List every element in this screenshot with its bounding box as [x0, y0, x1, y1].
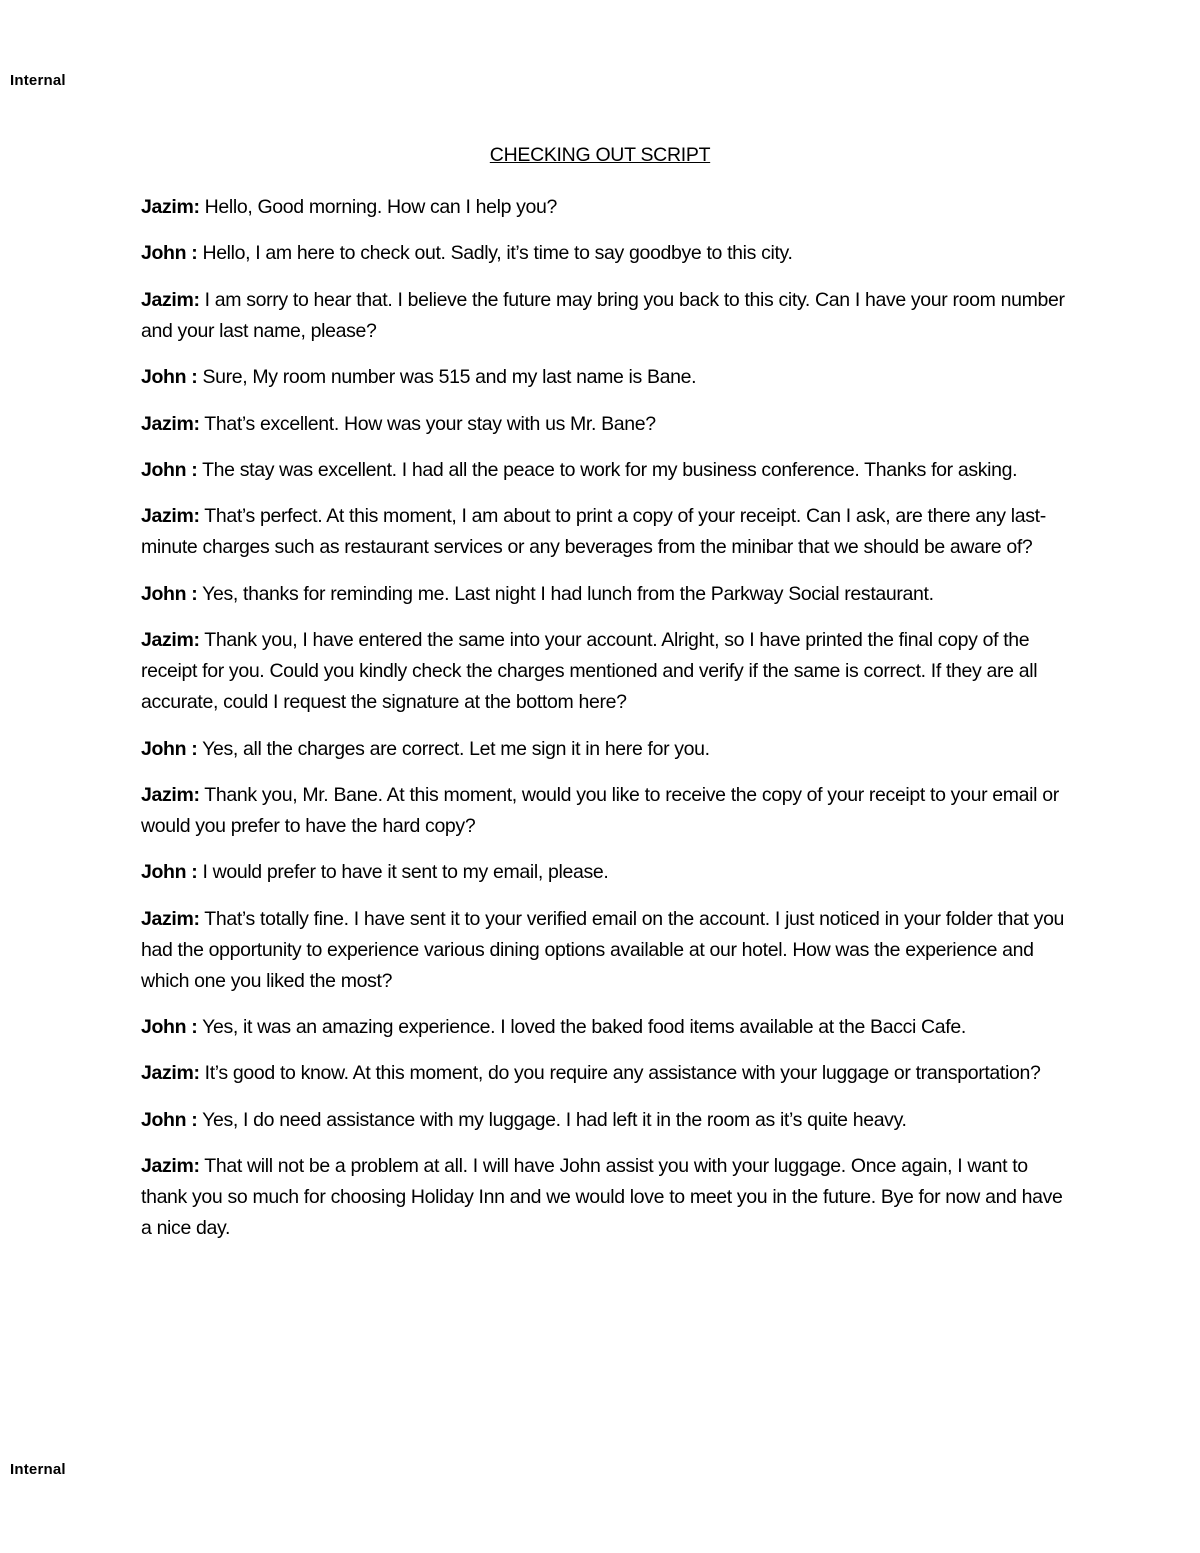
speaker-name: John :: [141, 582, 198, 605]
dialogue-line-2: [141, 238, 1066, 269]
dialogue-line-6: [141, 455, 1066, 486]
line-text: That’s perfect. At this moment, I am about to print a copy of your receipt. Can I ask, are there any last-minute charges such as restaurant services or any beverages from the minibar that we should be aware of?: [141, 505, 1046, 559]
dialogue-line-9: [141, 625, 1066, 718]
footer-label: Internal: [10, 1461, 66, 1478]
line-text: Yes, I do need assistance with my luggage. I had left it in the room as it’s quite heavy.: [197, 1108, 907, 1131]
line-text: The stay was excellent. I had all the peace to work for my business conference. Thanks for asking.: [197, 458, 1018, 481]
speaker-name: Jazim:: [141, 412, 200, 435]
speaker-name: Jazim:: [141, 783, 200, 806]
line-text: That’s excellent. How was your stay with us Mr. Bane?: [199, 412, 656, 435]
dialogue-line-3: [141, 285, 1066, 347]
dialogue-line-11: [141, 780, 1066, 842]
header-label: Internal: [10, 72, 66, 89]
speaker-name: Jazim:: [141, 288, 200, 311]
dialogue-line-5: [141, 409, 1066, 440]
speaker-name: John :: [141, 366, 198, 389]
line-text: Sure, My room number was 515 and my last name is Bane.: [197, 366, 697, 389]
line-text: That will not be a problem at all. I will have John assist you with your luggage. Once again, I want to thank you so much for choosing Holiday Inn and we would love to meet you in the future. Bye for now and have a nice day.: [141, 1155, 1063, 1240]
dialogue-line-10: [141, 734, 1066, 765]
dialogue-line-8: [141, 579, 1066, 610]
dialogue-line-1: [141, 192, 1066, 223]
line-text: I am sorry to hear that. I believe the future may bring you back to this city. Can I have your room number and your last name, please?: [141, 288, 1065, 342]
line-text: Thank you, Mr. Bane. At this moment, would you like to receive the copy of your receipt to your email or would you prefer to have the hard copy?: [141, 783, 1059, 837]
speaker-name: John :: [141, 737, 198, 760]
speaker-name: John :: [141, 861, 198, 884]
speaker-name: Jazim:: [141, 1155, 200, 1178]
speaker-name: John :: [141, 1016, 198, 1039]
dialogue-script: [141, 192, 1066, 1260]
dialogue-line-13: [141, 904, 1066, 997]
dialogue-line-17: [141, 1151, 1066, 1244]
speaker-name: John :: [141, 1108, 198, 1131]
line-text: I would prefer to have it sent to my email, please.: [197, 861, 609, 884]
dialogue-line-14: [141, 1012, 1066, 1043]
dialogue-line-7: [141, 501, 1066, 563]
document-title: CHECKING OUT SCRIPT: [489, 144, 711, 166]
speaker-name: John :: [141, 242, 198, 265]
line-text: That’s totally fine. I have sent it to your verified email on the account. I just noticed in your folder that you had the opportunity to experience various dining options available at our hotel. How was the experience and which one you liked the most?: [141, 907, 1065, 992]
dialogue-line-12: [141, 857, 1066, 888]
line-text: Hello, Good morning. How can I help you?: [199, 196, 558, 218]
dialogue-line-4: [141, 362, 1066, 393]
speaker-name: Jazim:: [141, 196, 200, 218]
dialogue-line-15: [141, 1058, 1066, 1089]
line-text: It’s good to know. At this moment, do you require any assistance with your luggage or transportation?: [199, 1062, 1041, 1085]
speaker-name: Jazim:: [141, 1062, 200, 1085]
speaker-name: John :: [141, 458, 198, 481]
line-text: Hello, I am here to check out. Sadly, it’s time to say goodbye to this city.: [197, 242, 793, 265]
speaker-name: Jazim:: [141, 505, 200, 528]
dialogue-line-16: [141, 1105, 1066, 1136]
line-text: Thank you, I have entered the same into your account. Alright, so I have printed the final copy of the receipt for you. Could you kindly check the charges mentioned and verify if the same is correct. If they are all accurate, could I request the signature at the bottom here?: [141, 629, 1038, 714]
line-text: Yes, it was an amazing experience. I loved the baked food items available at the Bacci Cafe.: [197, 1016, 966, 1039]
speaker-name: Jazim:: [141, 907, 200, 930]
speaker-name: Jazim:: [141, 629, 200, 652]
line-text: Yes, thanks for reminding me. Last night I had lunch from the Parkway Social restaurant.: [197, 582, 934, 605]
line-text: Yes, all the charges are correct. Let me sign it in here for you.: [197, 737, 710, 760]
